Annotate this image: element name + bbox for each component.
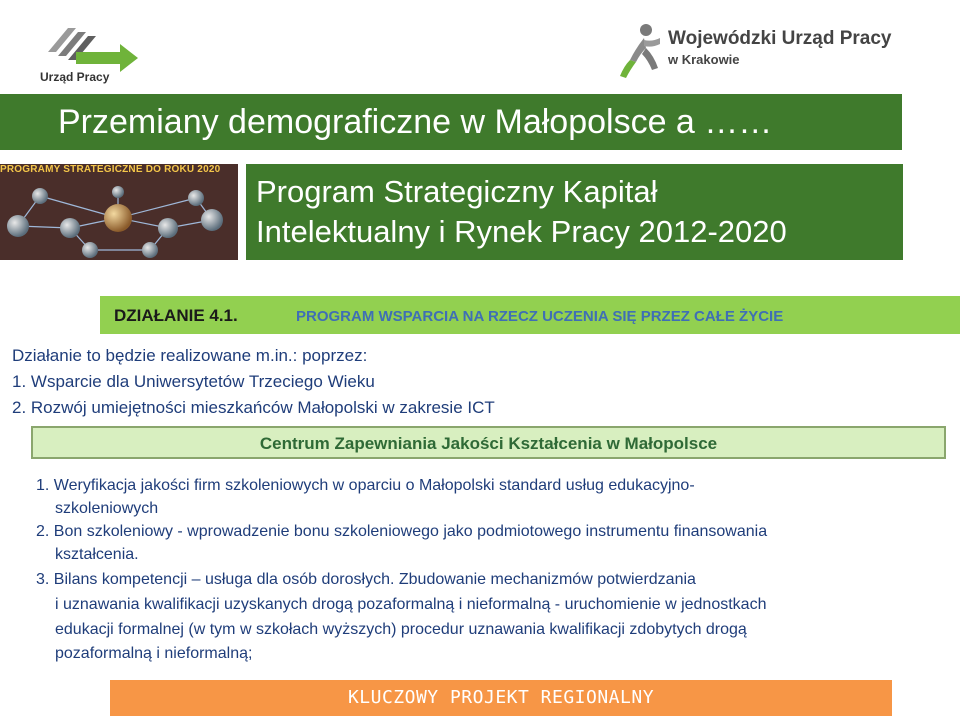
list-item-2-line-2: kształcenia. <box>55 546 139 563</box>
urzad-pracy-logo-icon <box>40 22 150 72</box>
program-subtitle-line2: Intelektualny i Rynek Pracy 2012-2020 <box>256 214 787 249</box>
list-item-3-line-3: edukacji formalnej (w tym w szkołach wyższych) procedur uznawania kwalifikacji zdobytych drogą <box>55 621 747 638</box>
program-subtitle-box <box>246 164 903 260</box>
intro-item-2: 2. Rozwój umiejętności mieszkańców Małopolski w zakresie ICT <box>12 398 495 417</box>
program-graphic <box>0 164 238 260</box>
list-item-1-line-2: szkoleniowych <box>55 500 159 517</box>
network-globes-icon <box>0 178 238 260</box>
intro-lead: Działanie to będzie realizowane m.in.: poprzez: <box>12 346 368 365</box>
key-project-banner <box>110 680 892 716</box>
centrum-heading-box <box>31 426 946 459</box>
left-logo-text: Urząd Pracy <box>40 70 110 84</box>
right-logo-title: Wojewódzki Urząd Pracy <box>668 28 892 49</box>
intro-item-1: 1. Wsparcie dla Uniwersytetów Trzeciego Wieku <box>12 372 375 391</box>
urzad-pracy-logo <box>40 22 150 86</box>
running-figure-icon <box>616 20 666 80</box>
action-bar <box>100 296 960 334</box>
program-graphic-header: PROGRAMY STRATEGICZNE DO ROKU 2020 <box>0 164 221 175</box>
right-logo-subtitle: w Krakowie <box>668 52 740 67</box>
action-code: DZIAŁANIE 4.1. <box>114 306 238 325</box>
list-item-2-line-1: 2. Bon szkoleniowy - wprowadzenie bonu szkoleniowego jako podmiotowego instrumentu finansowania <box>36 523 768 540</box>
page-title: Przemiany demograficzne w Małopolsce a …… <box>58 103 773 141</box>
centrum-title: Centrum Zapewniania Jakości Kształcenia w Małopolsce <box>259 434 718 453</box>
wup-krakow-logo <box>616 20 936 80</box>
key-project-banner-text: KLUCZOWY PROJEKT REGIONALNY <box>347 687 655 708</box>
list-item-3-line-2: i uznawania kwalifikacji uzyskanych drogą pozaformalną i nieformalną - uruchomienie w jednostkach <box>55 596 767 613</box>
title-bar <box>0 94 902 150</box>
list-item-1-line-1: 1. Weryfikacja jakości firm szkoleniowych w oparciu o Małopolski standard usług edukacyjno- <box>36 477 695 494</box>
list-item-3-line-4: pozaformalną i nieformalną; <box>55 645 253 662</box>
action-name: PROGRAM WSPARCIA NA RZECZ UCZENIA SIĘ PRZEZ CAŁE ŻYCIE <box>296 308 784 325</box>
list-item-3-line-1: 3. Bilans kompetencji – usługa dla osób dorosłych. Zbudowanie mechanizmów potwierdzania <box>36 571 696 588</box>
program-subtitle-line1: Program Strategiczny Kapitał <box>256 174 658 209</box>
